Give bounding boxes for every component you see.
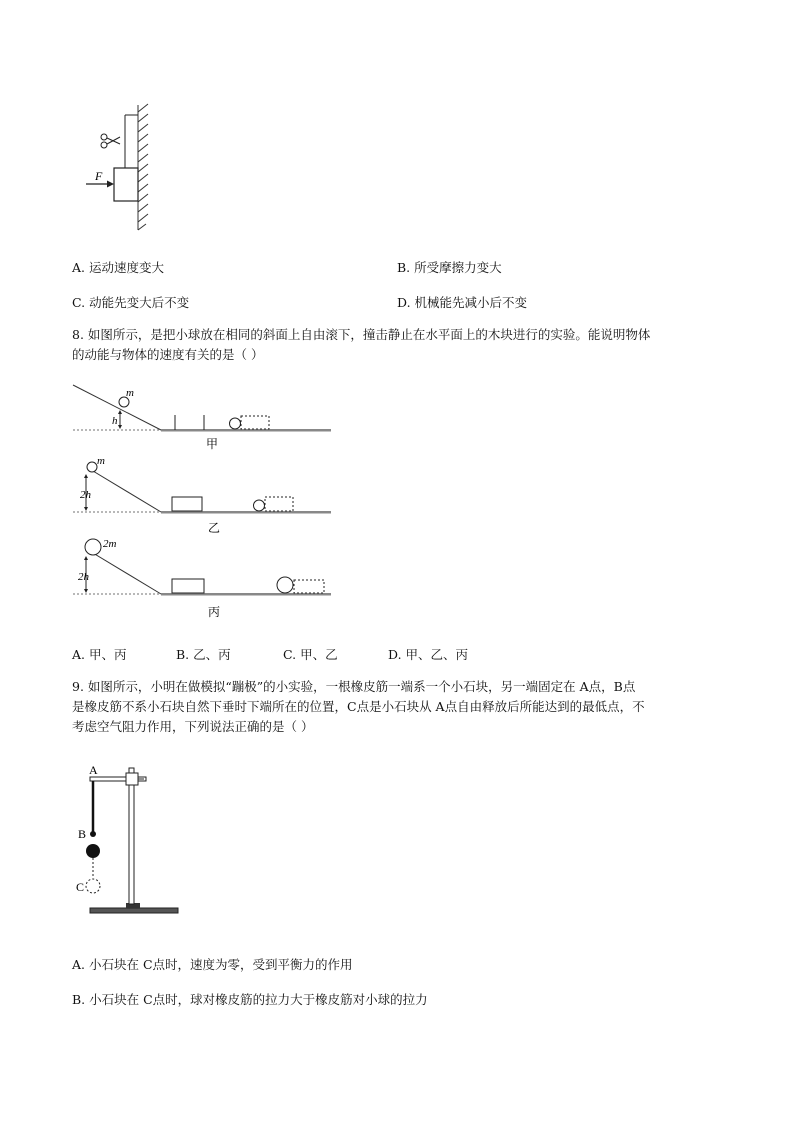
caption-yi: 乙	[208, 521, 221, 535]
height-label: h	[112, 415, 118, 427]
point-a-label: A	[89, 763, 98, 777]
q9-stem-line1: 9. 如图所示，小明在做模拟“蹦极”的小实验，一根橡皮筋一端系一个小石块，另一端固定在 A点，B点	[72, 679, 636, 694]
q9-option-b[interactable]: B. 小石块在 C点时，球对橡皮筋的拉力大于橡皮筋对小球的拉力	[72, 992, 428, 1007]
force-label: F	[95, 169, 103, 183]
point-c-label: C	[76, 880, 85, 894]
stone-at-c	[86, 879, 100, 893]
setup-yi	[73, 455, 331, 535]
q8-option-c[interactable]: C. 甲、乙	[283, 647, 338, 662]
setup-bing	[73, 538, 331, 619]
q7-option-a[interactable]: A. 运动速度变大	[72, 260, 164, 275]
q7-option-b[interactable]: B. 所受摩擦力变大	[397, 260, 502, 275]
q9-figure	[78, 760, 188, 925]
mass-label: 2m	[103, 538, 117, 550]
q8-option-a[interactable]: A. 甲、丙	[72, 647, 127, 662]
q9-stem	[72, 677, 732, 737]
mass-label: m	[126, 387, 134, 399]
caption-bing: 丙	[208, 605, 221, 619]
q9-option-a[interactable]: A. 小石块在 C点时，速度为零，受到平衡力的作用	[72, 957, 353, 972]
stone	[86, 844, 100, 858]
q9-stem-line2: 是橡皮筋不系小石块自然下垂时下端所在的位置，C点是小石块从 A点自由释放后所能达到的最低点，不	[72, 699, 645, 714]
setup-jia	[73, 385, 331, 451]
q7-figure	[80, 100, 160, 235]
block	[114, 168, 138, 201]
q8-option-b[interactable]: B. 乙、丙	[176, 647, 231, 662]
q8-option-d[interactable]: D. 甲、乙、丙	[388, 647, 469, 662]
height-label: 2h	[80, 489, 91, 501]
point-b-label: B	[78, 827, 87, 841]
wall-hatching	[138, 104, 148, 230]
stand-pole	[129, 768, 134, 904]
q8-stem-line2: 的动能与物体的速度有关的是（ ）	[72, 347, 264, 362]
q8-stem-line1: 8. 如图所示，是把小球放在相同的斜面上自由滚下，撞击静止在水平面上的木块进行的实验。能说明物体	[72, 327, 651, 342]
scissors-icon	[101, 134, 120, 148]
stand-base	[90, 908, 178, 913]
q9-stem-line3: 考虑空气阻力作用，下列说法正确的是（ ）	[72, 719, 314, 734]
q7-option-d[interactable]: D. 机械能先减小后不变	[397, 295, 528, 310]
mass-label: m	[97, 455, 105, 467]
q8-stem	[72, 325, 732, 365]
height-label: 2h	[78, 571, 89, 583]
q7-option-c[interactable]: C. 动能先变大后不变	[72, 295, 190, 310]
caption-jia: 甲	[206, 437, 219, 451]
q8-figure	[68, 380, 338, 625]
